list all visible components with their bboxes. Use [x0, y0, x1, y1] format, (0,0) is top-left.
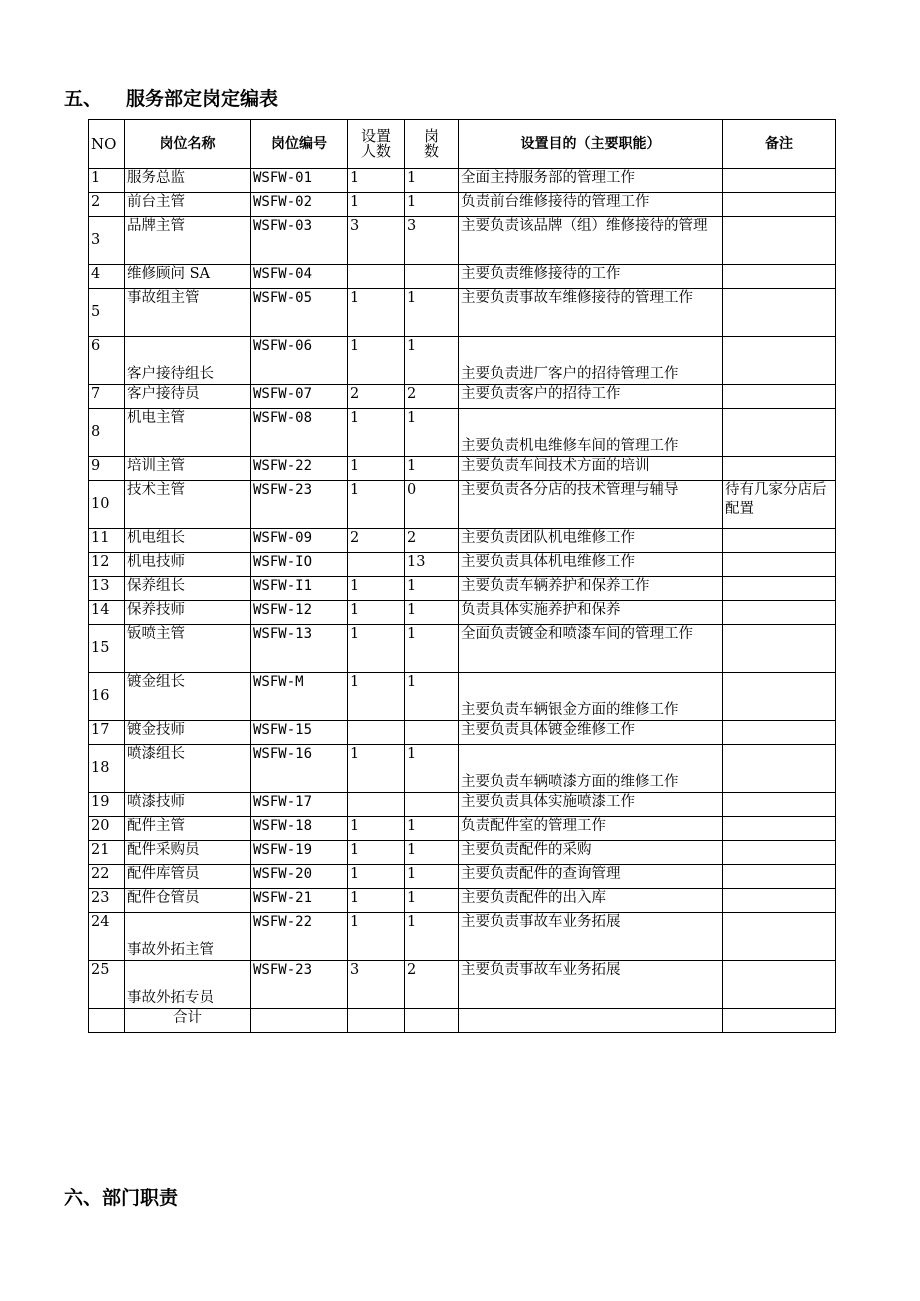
cell-post-count [405, 793, 459, 817]
header-set-count-line2: 人数 [360, 142, 391, 160]
cell-position-name: 培训主管 [125, 457, 251, 481]
cell-position-code: WSFW-18 [251, 817, 348, 841]
cell-position-name: 事故组主管 [125, 289, 251, 337]
total-post-cell [405, 1009, 459, 1033]
section-5-number: 五、 [64, 88, 103, 110]
cell-purpose: 负责配件室的管理工作 [459, 817, 723, 841]
cell-position-name: 配件主管 [125, 817, 251, 841]
cell-purpose: 主要负责团队机电维修工作 [459, 529, 723, 553]
cell-remark [723, 193, 836, 217]
cell-no: 1 [89, 169, 125, 193]
cell-post-count: 1 [405, 409, 459, 457]
cell-position-code: WSFW-09 [251, 529, 348, 553]
cell-remark [723, 625, 836, 673]
table-row [89, 265, 836, 289]
table-row [89, 217, 836, 265]
cell-no: 21 [89, 841, 125, 865]
cell-remark [723, 385, 836, 409]
cell-set-count: 1 [348, 601, 405, 625]
cell-set-count: 3 [348, 217, 405, 265]
cell-post-count: 1 [405, 841, 459, 865]
cell-position-name: 喷漆技师 [125, 793, 251, 817]
table-row [89, 481, 836, 529]
cell-purpose: 主要负责具体实施喷漆工作 [459, 793, 723, 817]
cell-position-name: 喷漆组长 [125, 745, 251, 793]
cell-remark [723, 529, 836, 553]
table-row [89, 193, 836, 217]
cell-remark [723, 337, 836, 385]
cell-remark [723, 169, 836, 193]
cell-position-name: 配件采购员 [125, 841, 251, 865]
total-no-cell [89, 1009, 125, 1033]
cell-remark [723, 793, 836, 817]
cell-position-name: 保养技师 [125, 601, 251, 625]
staffing-table [88, 119, 836, 1033]
cell-purpose: 主要负责各分店的技术管理与辅导 [459, 481, 723, 529]
cell-post-count: 3 [405, 217, 459, 265]
cell-set-count [348, 793, 405, 817]
cell-position-code: WSFW-IO [251, 553, 348, 577]
header-set-count-line1: 设置 [360, 127, 391, 145]
table-row [89, 337, 836, 385]
cell-position-code: WSFW-M [251, 673, 348, 721]
cell-no: 13 [89, 577, 125, 601]
total-purpose-cell [459, 1009, 723, 1033]
cell-position-name: 镀金组长 [125, 673, 251, 721]
cell-position-code: WSFW-21 [251, 889, 348, 913]
cell-post-count: 13 [405, 553, 459, 577]
total-remark-cell [723, 1009, 836, 1033]
cell-set-count: 1 [348, 481, 405, 529]
cell-post-count: 2 [405, 961, 459, 1009]
header-post-count [405, 120, 459, 169]
cell-position-name: 前台主管 [125, 193, 251, 217]
cell-purpose: 主要负责车辆养护和保养工作 [459, 577, 723, 601]
cell-post-count: 1 [405, 817, 459, 841]
cell-position-code: WSFW-17 [251, 793, 348, 817]
cell-position-code: WSFW-02 [251, 193, 348, 217]
cell-purpose: 主要负责车辆银金方面的维修工作 [459, 673, 723, 721]
table-row [89, 841, 836, 865]
cell-post-count: 1 [405, 913, 459, 961]
cell-position-name: 品牌主管 [125, 217, 251, 265]
cell-set-count: 1 [348, 457, 405, 481]
cell-remark [723, 961, 836, 1009]
cell-no: 2 [89, 193, 125, 217]
cell-position-name: 钣喷主管 [125, 625, 251, 673]
cell-post-count: 1 [405, 169, 459, 193]
cell-position-name: 配件仓管员 [125, 889, 251, 913]
cell-position-name: 保养组长 [125, 577, 251, 601]
cell-no: 9 [89, 457, 125, 481]
cell-no: 4 [89, 265, 125, 289]
cell-set-count: 1 [348, 289, 405, 337]
cell-remark [723, 409, 836, 457]
cell-remark [723, 577, 836, 601]
cell-no: 23 [89, 889, 125, 913]
table-row [89, 793, 836, 817]
cell-purpose: 主要负责配件的采购 [459, 841, 723, 865]
cell-set-count [348, 721, 405, 745]
cell-position-code: WSFW-04 [251, 265, 348, 289]
table-row [89, 169, 836, 193]
cell-position-code: WSFW-03 [251, 217, 348, 265]
cell-no: 19 [89, 793, 125, 817]
table-row [89, 457, 836, 481]
cell-set-count: 1 [348, 169, 405, 193]
cell-position-code: WSFW-22 [251, 457, 348, 481]
cell-set-count [348, 553, 405, 577]
cell-purpose: 主要负责事故车维修接待的管理工作 [459, 289, 723, 337]
table-row [89, 817, 836, 841]
cell-position-code: WSFW-16 [251, 745, 348, 793]
cell-purpose: 主要负责事故车业务拓展 [459, 961, 723, 1009]
cell-position-code: WSFW-15 [251, 721, 348, 745]
cell-purpose: 主要负责进厂客户的招待管理工作 [459, 337, 723, 385]
cell-no: 12 [89, 553, 125, 577]
cell-remark [723, 673, 836, 721]
cell-position-name: 客户接待员 [125, 385, 251, 409]
cell-remark [723, 217, 836, 265]
cell-set-count: 1 [348, 817, 405, 841]
cell-remark [723, 889, 836, 913]
cell-remark [723, 865, 836, 889]
cell-position-code: WSFW-23 [251, 961, 348, 1009]
cell-set-count: 1 [348, 625, 405, 673]
cell-no: 16 [89, 673, 125, 721]
total-set-cell [348, 1009, 405, 1033]
cell-no: 8 [89, 409, 125, 457]
cell-purpose: 负责具体实施养护和保养 [459, 601, 723, 625]
total-code-cell [251, 1009, 348, 1033]
cell-position-code: WSFW-06 [251, 337, 348, 385]
section-6-heading: 六、部门职责 [64, 1187, 179, 1209]
table-row [89, 601, 836, 625]
cell-no: 14 [89, 601, 125, 625]
cell-position-code: WSFW-22 [251, 913, 348, 961]
cell-post-count: 1 [405, 289, 459, 337]
cell-no: 24 [89, 913, 125, 961]
cell-no: 10 [89, 481, 125, 529]
cell-set-count [348, 265, 405, 289]
cell-no: 17 [89, 721, 125, 745]
header-post-count-line2: 数 [423, 142, 439, 160]
cell-set-count: 2 [348, 385, 405, 409]
header-post-count-line1: 岗 [423, 127, 439, 145]
cell-purpose: 负责前台维修接待的管理工作 [459, 193, 723, 217]
cell-position-name: 事故外拓专员 [125, 961, 251, 1009]
cell-position-code: WSFW-23 [251, 481, 348, 529]
table-row [89, 625, 836, 673]
table-row [89, 721, 836, 745]
table-row [89, 553, 836, 577]
cell-position-code: WSFW-07 [251, 385, 348, 409]
cell-set-count: 1 [348, 913, 405, 961]
table-row [89, 409, 836, 457]
table-row [89, 289, 836, 337]
cell-position-name: 机电技师 [125, 553, 251, 577]
header-no: NO [89, 120, 125, 169]
cell-position-name: 技术主管 [125, 481, 251, 529]
cell-position-code: WSFW-12 [251, 601, 348, 625]
cell-post-count: 1 [405, 673, 459, 721]
cell-set-count: 1 [348, 865, 405, 889]
cell-set-count: 1 [348, 577, 405, 601]
cell-no: 25 [89, 961, 125, 1009]
header-name: 岗位名称 [125, 120, 251, 169]
cell-set-count: 1 [348, 337, 405, 385]
cell-position-code: WSFW-19 [251, 841, 348, 865]
table-body [89, 169, 836, 1033]
cell-no: 7 [89, 385, 125, 409]
table-row [89, 961, 836, 1009]
cell-purpose: 主要负责具体机电维修工作 [459, 553, 723, 577]
table-row [89, 529, 836, 553]
table-row [89, 673, 836, 721]
cell-no: 15 [89, 625, 125, 673]
cell-remark [723, 265, 836, 289]
header-set-count [348, 120, 405, 169]
cell-remark [723, 553, 836, 577]
cell-remark [723, 721, 836, 745]
header-code: 岗位编号 [251, 120, 348, 169]
cell-post-count [405, 721, 459, 745]
cell-no: 11 [89, 529, 125, 553]
section-5-heading [64, 84, 278, 111]
cell-post-count: 1 [405, 577, 459, 601]
cell-set-count: 3 [348, 961, 405, 1009]
cell-purpose: 主要负责事故车业务拓展 [459, 913, 723, 961]
cell-post-count: 0 [405, 481, 459, 529]
cell-purpose: 主要负责客户的招待工作 [459, 385, 723, 409]
cell-no: 6 [89, 337, 125, 385]
cell-position-code: WSFW-13 [251, 625, 348, 673]
cell-no: 5 [89, 289, 125, 337]
cell-purpose: 全面负责镀金和喷漆车间的管理工作 [459, 625, 723, 673]
header-purpose: 设置目的（主要职能） [459, 120, 723, 169]
cell-post-count [405, 265, 459, 289]
cell-post-count: 1 [405, 601, 459, 625]
table-total-row [89, 1009, 836, 1033]
cell-no: 3 [89, 217, 125, 265]
cell-position-code: WSFW-I1 [251, 577, 348, 601]
cell-post-count: 1 [405, 337, 459, 385]
cell-remark [723, 913, 836, 961]
cell-set-count: 1 [348, 889, 405, 913]
table-row [89, 913, 836, 961]
cell-position-name: 镀金技师 [125, 721, 251, 745]
cell-set-count: 1 [348, 841, 405, 865]
cell-purpose: 主要负责车间技术方面的培训 [459, 457, 723, 481]
cell-no: 18 [89, 745, 125, 793]
cell-no: 20 [89, 817, 125, 841]
cell-post-count: 1 [405, 745, 459, 793]
header-remark: 备注 [723, 120, 836, 169]
cell-position-code: WSFW-08 [251, 409, 348, 457]
section-5-title: 服务部定岗定编表 [126, 88, 279, 110]
table-header-row [89, 120, 836, 169]
cell-purpose: 主要负责配件的出入库 [459, 889, 723, 913]
cell-post-count: 1 [405, 457, 459, 481]
cell-position-name: 客户接待组长 [125, 337, 251, 385]
cell-position-name: 机电主管 [125, 409, 251, 457]
cell-no: 22 [89, 865, 125, 889]
cell-position-name: 维修顾问 SA [125, 265, 251, 289]
cell-position-name: 服务总监 [125, 169, 251, 193]
table-row [89, 385, 836, 409]
cell-purpose: 主要负责该品牌（组）维修接待的管理 [459, 217, 723, 265]
cell-remark [723, 817, 836, 841]
cell-position-name: 配件库管员 [125, 865, 251, 889]
table-row [89, 889, 836, 913]
cell-remark [723, 601, 836, 625]
cell-purpose: 主要负责机电维修车间的管理工作 [459, 409, 723, 457]
cell-position-name: 机电组长 [125, 529, 251, 553]
cell-post-count: 1 [405, 865, 459, 889]
table-row [89, 745, 836, 793]
cell-post-count: 1 [405, 889, 459, 913]
cell-set-count: 1 [348, 193, 405, 217]
cell-remark [723, 289, 836, 337]
cell-remark [723, 745, 836, 793]
cell-post-count: 2 [405, 529, 459, 553]
cell-position-code: WSFW-01 [251, 169, 348, 193]
cell-set-count: 1 [348, 409, 405, 457]
cell-position-name: 事故外拓主管 [125, 913, 251, 961]
cell-post-count: 2 [405, 385, 459, 409]
cell-remark: 待有几家分店后配置 [723, 481, 836, 529]
table-row [89, 577, 836, 601]
cell-purpose: 主要负责维修接待的工作 [459, 265, 723, 289]
cell-set-count: 1 [348, 673, 405, 721]
cell-post-count: 1 [405, 625, 459, 673]
cell-purpose: 全面主持服务部的管理工作 [459, 169, 723, 193]
cell-position-code: WSFW-05 [251, 289, 348, 337]
cell-remark [723, 457, 836, 481]
cell-post-count: 1 [405, 193, 459, 217]
cell-purpose: 主要负责配件的查询管理 [459, 865, 723, 889]
cell-set-count: 2 [348, 529, 405, 553]
cell-purpose: 主要负责具体镀金维修工作 [459, 721, 723, 745]
cell-remark [723, 841, 836, 865]
cell-purpose: 主要负责车辆喷漆方面的维修工作 [459, 745, 723, 793]
table-row [89, 865, 836, 889]
total-label: 合计 [125, 1009, 251, 1033]
cell-set-count: 1 [348, 745, 405, 793]
cell-position-code: WSFW-20 [251, 865, 348, 889]
